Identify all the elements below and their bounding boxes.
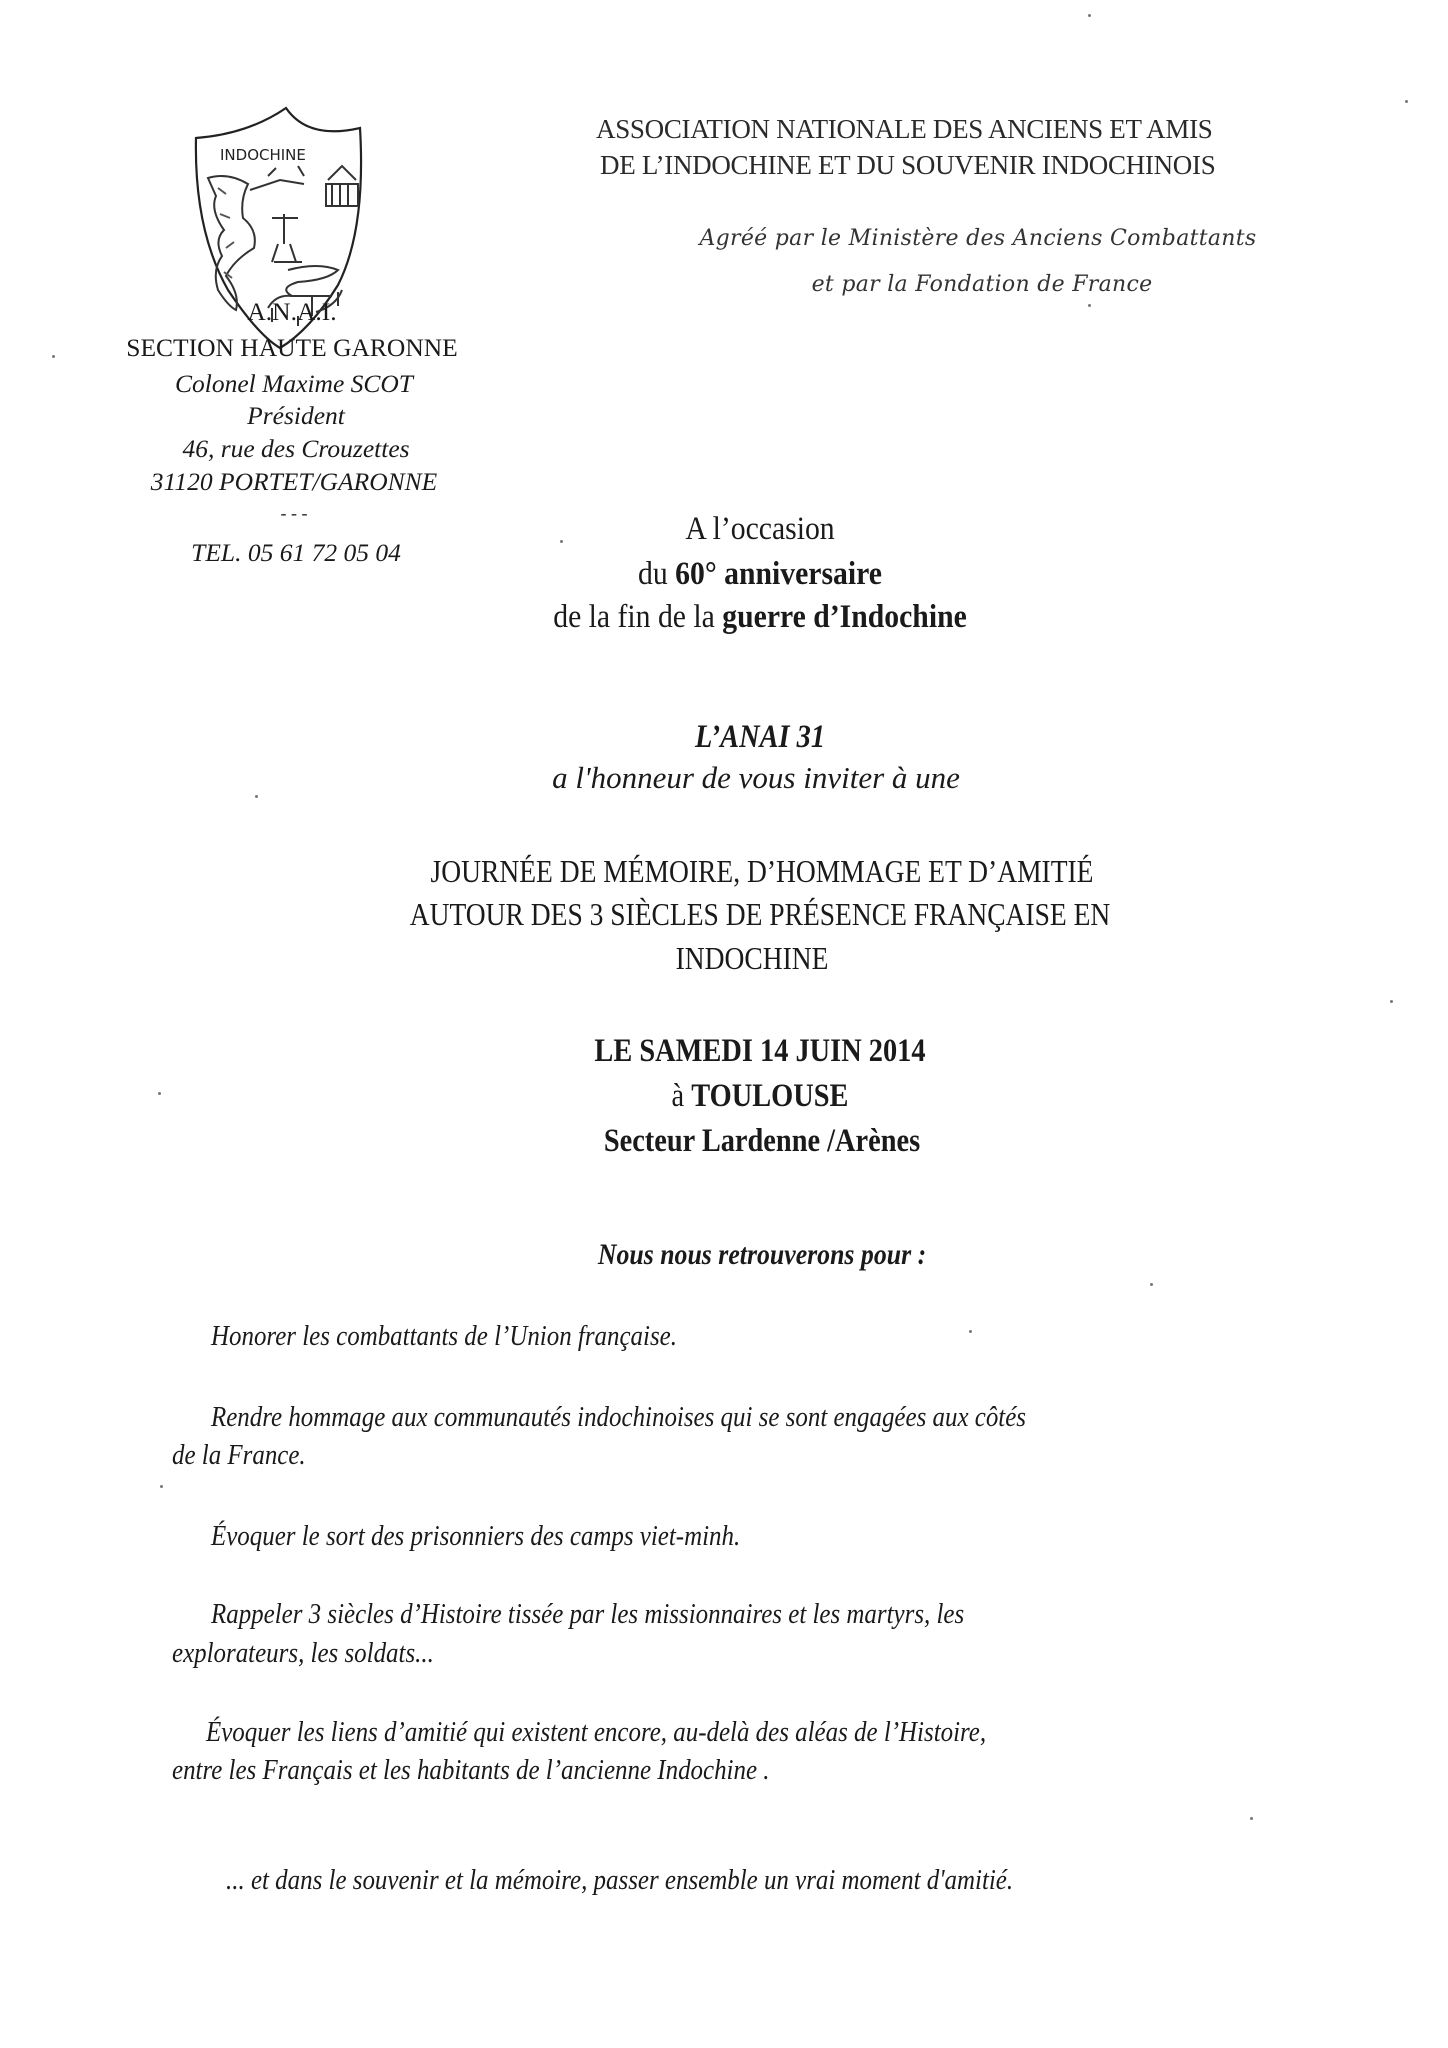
program-item-1: Honorer les combattants de l’Union française. xyxy=(211,1320,677,1352)
event-place xyxy=(672,1078,849,1115)
program-item-2-line1: Rendre hommage aux communautés indochinoises qui se sont engagées aux côtés xyxy=(211,1401,1026,1433)
scan-speck xyxy=(52,355,55,358)
sender-role: Président xyxy=(247,401,345,430)
sender-street: 46, rue des Crouzettes xyxy=(182,434,410,463)
event-title-line2: AUTOUR DES 3 SIÈCLES DE PRÉSENCE FRANÇAISE EN xyxy=(409,896,1111,932)
program-item-5-line1: Évoquer les liens d’amitié qui existent encore, au-delà des aléas de l’Histoire, xyxy=(206,1716,987,1748)
logo-label: INDOCHINE xyxy=(220,146,306,164)
occasion-line2-prefix: du xyxy=(638,556,676,592)
program-closing: ... et dans le souvenir et la mémoire, passer ensemble un vrai moment d'amitié. xyxy=(226,1864,1014,1896)
scan-speck xyxy=(1390,1000,1393,1003)
program-heading: Nous nous retrouverons pour : xyxy=(597,1238,927,1271)
sender-phone: TEL. 05 61 72 05 04 xyxy=(191,538,401,567)
sender-acronym: A.N.A.I. xyxy=(247,297,337,326)
approval-line1: Agréé par le Ministère des Anciens Combattants xyxy=(699,226,1257,251)
event-city: TOULOUSE xyxy=(691,1078,849,1114)
sender-name: Colonel Maxime SCOT xyxy=(175,369,413,398)
scan-speck xyxy=(969,1330,972,1333)
scan-speck xyxy=(255,795,258,798)
sender-section: SECTION HAUTE GARONNE xyxy=(126,333,458,362)
approval-line2: et par la Fondation de France xyxy=(811,272,1153,297)
program-item-4-line1: Rappeler 3 siècles d’Histoire tissée par les missionnaires et les martyrs, les xyxy=(211,1598,965,1630)
occasion-line3 xyxy=(553,599,967,636)
scan-speck xyxy=(1250,1817,1253,1820)
war-label: guerre d’Indochine xyxy=(722,599,967,635)
program-item-2-line2: de la France. xyxy=(172,1439,306,1471)
event-place-prefix: à xyxy=(671,1078,692,1114)
figure-icon xyxy=(272,214,302,262)
event-title-line1: JOURNÉE DE MÉMOIRE, D’HOMMAGE ET D’AMITIÉ xyxy=(430,853,1094,889)
sender-city: 31120 PORTET/GARONNE xyxy=(150,467,438,496)
occasion-line1: A l’occasion xyxy=(685,511,835,547)
scan-speck xyxy=(1088,14,1091,17)
scan-speck xyxy=(1150,1283,1153,1286)
program-item-4-line2: explorateurs, les soldats... xyxy=(172,1637,434,1669)
invitation-text: a l'honneur de vous inviter à une xyxy=(552,760,960,795)
event-title-line3: INDOCHINE xyxy=(675,940,829,976)
program-item-5-line2: entre les Français et les habitants de l’ancienne Indochine . xyxy=(172,1754,770,1786)
scan-speck xyxy=(160,1485,163,1488)
invitation-org: L’ANAI 31 xyxy=(694,719,826,755)
event-date: LE SAMEDI 14 JUIN 2014 xyxy=(594,1033,926,1069)
scan-speck xyxy=(158,1092,161,1095)
association-name-line2: DE L’INDOCHINE ET DU SOUVENIR INDOCHINOIS xyxy=(600,150,1216,180)
temple-icon xyxy=(326,166,358,206)
anniversary-label: 60° anniversaire xyxy=(675,556,882,592)
scan-speck xyxy=(1405,100,1408,103)
occasion-line3-prefix: de la fin de la xyxy=(553,599,723,635)
occasion-line2 xyxy=(638,556,882,593)
sender-separator: - - - xyxy=(280,503,308,523)
association-name-line1: ASSOCIATION NATIONALE DES ANCIENS ET AMIS xyxy=(596,114,1213,144)
scan-speck xyxy=(560,540,563,543)
scan-speck xyxy=(1088,304,1091,307)
program-item-3: Évoquer le sort des prisonniers des camps viet-minh. xyxy=(211,1520,741,1552)
event-sector: Secteur Lardenne /Arènes xyxy=(603,1123,921,1159)
